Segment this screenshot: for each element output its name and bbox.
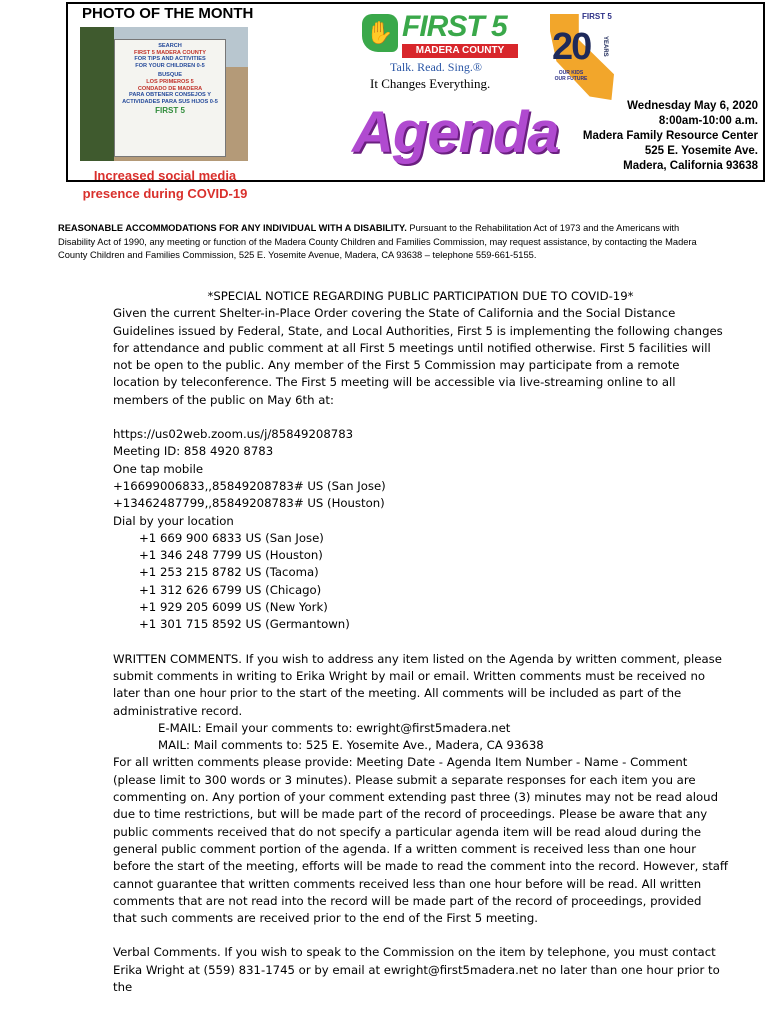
- main-content: [113, 288, 728, 996]
- meeting-info: [560, 99, 758, 174]
- one-tap-number: +16699006833,,85849208783# US (San Jose): [113, 478, 386, 493]
- dial-label: Dial by your location: [113, 513, 234, 528]
- one-tap-number: +13462487799,,85849208783# US (Houston): [113, 496, 385, 511]
- sign-line: PARA OBTENER CONSEJOS Y: [129, 92, 211, 99]
- logo-brand: FIRST 5: [402, 10, 507, 43]
- notice-title: *SPECIAL NOTICE REGARDING PUBLIC PARTICIPATION DUE TO COVID-19*: [207, 289, 634, 303]
- photo-of-month-image: [80, 27, 248, 161]
- sign-footer-logo: FIRST 5: [155, 106, 185, 116]
- dial-number: +1 253 215 8782 US (Tacoma): [139, 565, 319, 580]
- accommodations-text: Pursuant to the Rehabilitation Act of 1973 and the Americans with Disability Act of 1990, any meeting or function of the Madera County Children and Families Commission, may request assistance, by contacting the Madera County Children and Families Commission, 525 E. Yosemite Avenue, Madera, CA 93638 – telephone 559-661-5155.: [58, 223, 697, 260]
- zoom-meeting-id: Meeting ID: 858 4920 8783: [113, 444, 274, 459]
- meeting-location: Madera Family Resource Center: [582, 130, 758, 142]
- written-comments-intro: WRITTEN COMMENTS. If you wish to address any item listed on the Agenda by written comment, please submit comments in writing to Erika Wright by mail or email. Written comments must be received no later than one hour prior to the start of the meeting. All comments will be included as part of the administrative record.: [113, 651, 722, 718]
- anniversary-kids: OUR KIDS OUR FUTURE: [554, 70, 588, 82]
- sign-line: FIRST 5 MADERA COUNTY: [134, 49, 206, 56]
- sign-line: FOR TIPS AND ACTIVITIES: [134, 56, 206, 63]
- meeting-time: 8:00am-10:00 a.m.: [658, 115, 758, 127]
- zoom-url[interactable]: https://us02web.zoom.us/j/85849208783: [113, 427, 354, 442]
- agenda-title: Agenda: [352, 100, 559, 165]
- photo-of-month-title: PHOTO OF THE MONTH: [82, 5, 254, 22]
- written-comments-mail: MAIL: Mail comments to: 525 E. Yosemite Ave., Madera, CA 93638: [158, 738, 544, 753]
- meeting-city: Madera, California 93638: [623, 160, 758, 172]
- dial-number: +1 929 205 6099 US (New York): [139, 600, 328, 615]
- anniversary-top: FIRST 5: [582, 12, 612, 21]
- anniversary-number: 20: [552, 26, 591, 68]
- written-comments-details: For all written comments please provide: Meeting Date - Agenda Item Number - Name - Comment (please limit to 300 words or 3 minutes). Please submit a separate responses for each item you are commenting on. Any portion of your comment extending past three (3) minutes may not be read aloud due to time restrictions, but will be made part of the record of proceedings. Please be aware that any public comments received that do not specify a particular agenda item will be read aloud during the general public comment portion of the agenda. If a written comment is received less than one hour before the start of the meeting, efforts will be made to read the comment into the record. However, staff cannot guarantee that written comments received less than one hour before will be read. All written comments that are not read into the record will be made part of the record of proceedings, provided that such comments are received prior to the end of the First 5 meeting.: [113, 755, 728, 926]
- first5-madera-logo: [362, 12, 522, 92]
- logo-slogan: It Changes Everything.: [370, 76, 491, 91]
- photo-tree: [80, 27, 114, 161]
- notice-body: Given the current Shelter-in-Place Order covering the State of California and the Social Distance Guidelines issued by Federal, State, and Local Authorities, First 5 is implementing the following changes for attendance and public comment at all First 5 meetings until notified otherwise. First 5 facilities will not be open to the public. Any member of the First 5 Commission may participate from a remote location by teleconference. The First 5 meeting will be accessible via live-streaming online to all members of the public on May 6th at:: [113, 306, 723, 407]
- dial-number: +1 312 626 6799 US (Chicago): [139, 582, 322, 597]
- hand-icon: ✋: [362, 14, 398, 52]
- anniversary-years: YEARS: [602, 36, 608, 57]
- verbal-comments: Verbal Comments. If you wish to speak to the Commission on the item by telephone, you must contact Erika Wright at (559) 831-1745 or by email at ewright@first5madera.net no later than one hour prior to the: [113, 945, 720, 994]
- meeting-street: 525 E. Yosemite Ave.: [644, 145, 758, 157]
- photo-caption: Increased social media presence during COVID-19: [82, 168, 248, 201]
- sign-line: LOS PRIMEROS 5: [146, 78, 194, 85]
- meeting-date: Wednesday May 6, 2020: [627, 100, 758, 112]
- sign-line: ACTIVIDADES PARA SUS HIJOS 0-5: [122, 98, 218, 105]
- sign-line: BUSQUE: [158, 72, 182, 79]
- accommodations-notice: [58, 222, 708, 263]
- dial-number: +1 669 900 6833 US (San Jose): [139, 530, 324, 545]
- anniversary-badge: [548, 12, 618, 102]
- photo-sign: [114, 39, 226, 157]
- logo-county: MADERA COUNTY: [402, 44, 518, 58]
- sign-line: SEARCH: [158, 43, 182, 49]
- one-tap-label: One tap mobile: [113, 461, 204, 476]
- logo-tagline: Talk. Read. Sing.®: [390, 60, 482, 74]
- sign-line: CONDADO DE MADERA: [137, 85, 203, 92]
- dial-number: +1 301 715 8592 US (Germantown): [139, 617, 350, 632]
- accommodations-heading: REASONABLE ACCOMMODATIONS FOR ANY INDIVIDUAL WITH A DISABILITY.: [58, 223, 407, 233]
- sign-line: FOR YOUR CHILDREN 0-5: [135, 62, 205, 69]
- dial-number: +1 346 248 7799 US (Houston): [139, 548, 323, 563]
- written-comments-email: E-MAIL: Email your comments to: ewright@first5madera.net: [158, 720, 511, 735]
